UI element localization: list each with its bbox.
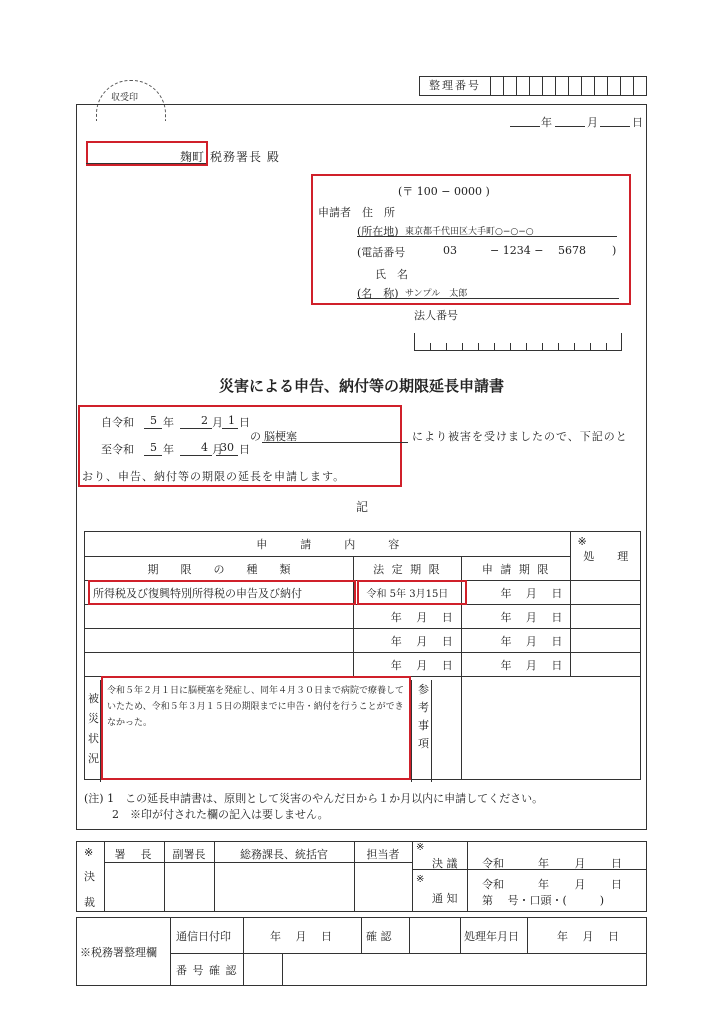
note-1: (注) 1 この延長申請書は、原則として災害のやんだ日から１か月以内に申請してください。 [84,792,544,805]
ki-label: 記 [356,500,369,514]
row-kind[interactable] [85,605,354,629]
row-apply[interactable]: 年 月 日 [461,653,571,677]
no-particle: の [250,430,261,443]
col-legal: 法 定 期 限 [354,557,462,581]
to-month-unit: 月 [212,443,223,456]
from-month-line [180,428,212,429]
row-apply[interactable]: 年 月 日 [461,581,571,605]
header-process: 処 理 [583,550,635,563]
notice-era: 令和 [482,878,504,891]
from-year-line [144,428,162,429]
from-day[interactable]: 1 [228,414,235,427]
row-apply[interactable]: 年 月 日 [461,629,571,653]
row-process[interactable] [571,581,641,605]
to-month[interactable]: 4 [201,441,208,454]
row-legal[interactable]: 年 月 日 [354,629,462,653]
legal-highlight [357,580,467,605]
phone-middle[interactable]: − 1234 − [490,244,544,257]
notice-number[interactable]: 第 号・口頭・( ) [482,894,605,907]
name-label: 氏 名 [375,268,408,281]
form-title: 災害による申告、納付等の期限延長申請書 [218,377,504,395]
office-v1 [243,917,244,986]
comm-ymd[interactable]: 年 月 日 [270,930,332,943]
to-day-unit: 日 [239,443,250,456]
ref-label-char: 事 [418,719,429,732]
damage-text[interactable]: 令和５年２月１日に脳梗塞を発症し、同年４月３０日まで病院で療養していたため、令和５年３月１５日の期限までに申告・納付を行うことができなかった。 [107,686,405,728]
confirm-label: 確 認 [366,930,392,943]
postal-code[interactable]: (〒 100 − 0000 ) [398,185,490,198]
kind-highlight [88,580,356,605]
from-prefix: 自令和 [101,416,134,429]
from-day-unit: 日 [239,416,250,429]
phone-last[interactable]: 5678 [558,244,586,257]
date-day-unit: 日 [632,116,643,129]
decision-ymd[interactable]: 年 月 日 [538,857,622,870]
approval-col-chief: 署 長 [114,848,154,861]
office-label: ※税務署整理欄 [80,946,157,959]
approval-label-2: 裁 [84,896,95,909]
to-prefix: 至令和 [101,443,134,456]
disaster-line [262,442,408,443]
ref-right-divider [431,680,432,782]
row-kind[interactable] [85,629,354,653]
name-value[interactable]: サンプル 太郎 [405,289,468,299]
table-row [85,653,641,677]
addressee-suffix: 税務署長 殿 [210,150,280,164]
corp-number-label: 法人番号 [414,309,458,322]
from-year[interactable]: 5 [150,414,157,427]
address-label: 住 所 [362,206,395,219]
from-month[interactable]: 2 [201,414,208,427]
date-day-line [600,126,630,127]
sentence-2: おり、申告、納付等の期限の延長を申請します。 [82,470,346,483]
damage-label-char: 被 [88,692,99,705]
ref-label-char: 考 [418,701,429,714]
to-day[interactable]: 30 [220,441,234,454]
ref-label-char: 参 [418,683,429,696]
header-content: 申 請 内 容 [85,532,571,557]
process-date-label: 処理年月日 [464,930,519,943]
address-value[interactable]: 東京都千代田区大手町○−○−○ [405,227,534,237]
note-2: 2 ※印が付された欄の記入は要しません。 [112,808,329,821]
phone-area[interactable]: 03 [443,244,457,257]
approval-col-manager: 総務課長、統括官 [240,848,328,861]
ref-left-divider [411,680,412,782]
comm-date-label: 通信日付印 [176,930,231,943]
damage-label [88,689,100,769]
decision-mark: ※ [416,842,425,853]
office-v1b [282,953,283,986]
sentence-tail: により被害を受けましたので、下記のと [412,430,628,443]
location-label: (所在地) [357,225,399,238]
office-v4 [460,917,461,953]
date-year-unit: 年 [541,116,552,129]
addressee-office[interactable]: 麹町 [180,150,205,164]
to-year-unit: 年 [163,443,174,456]
approval-col-deputy: 副署長 [172,848,206,861]
damage-label-char: 状 [88,732,99,745]
approval-col-staff: 担当者 [366,848,400,861]
damage-highlight [101,676,411,780]
approval-label-1: 決 [84,870,95,883]
row-legal[interactable]: 年 月 日 [354,605,462,629]
corp-name-label: (名 称) [357,287,399,300]
approval-v5 [467,841,468,912]
to-day-line [216,455,238,456]
office-v2 [361,917,362,953]
office-h0 [170,953,282,954]
receipt-stamp-label: 収受印 [111,93,139,103]
notice-ymd[interactable]: 年 月 日 [538,878,622,891]
col-kind: 期 限 の 種 類 [85,557,354,581]
to-month-line [180,455,212,456]
phone-close: ) [612,244,617,257]
notice-mark: ※ [416,874,425,885]
phone-label: (電話番号 [357,246,406,259]
row-kind[interactable]: 所得税及び復興特別所得税の申告及び納付 [85,581,354,605]
date-year-line [510,126,540,127]
from-day-line [222,428,238,429]
disaster-name[interactable]: 脳梗塞 [264,430,297,443]
decision-label: 決 議 [432,857,458,870]
header-process-cell [571,532,641,581]
row-process[interactable] [571,629,641,653]
to-year-line [144,455,162,456]
approval-v4 [412,841,413,912]
reference-cell[interactable] [461,677,640,780]
office-v0 [170,917,171,986]
office-v5 [527,917,528,953]
row-legal[interactable]: 令和 5年 3月15日 [354,581,462,605]
date-month-unit: 月 [587,116,598,129]
serial-number-boxes [491,76,647,96]
to-year[interactable]: 5 [150,441,157,454]
damage-label-char: 災 [88,712,99,725]
office-v3 [409,917,410,953]
corp-number-boxes[interactable] [414,333,622,351]
approval-mark: ※ [84,846,94,859]
address-line [357,236,617,237]
row-legal[interactable]: 年 月 日 [354,653,462,677]
col-apply: 申 請 期 限 [461,557,571,581]
notice-label: 通 知 [432,892,458,905]
row-kind[interactable] [85,653,354,677]
decision-era: 令和 [482,857,504,870]
table-row [85,605,641,629]
from-month-unit: 月 [212,416,223,429]
approval-h0 [104,862,412,863]
ref-label-char: 項 [418,737,429,750]
row-process[interactable] [571,653,641,677]
number-confirm-label: 番 号 確 認 [176,964,238,977]
header-mark: ※ [577,535,587,548]
serial-number-label: 整理番号 [419,76,491,96]
table-row [85,629,641,653]
row-process[interactable] [571,605,641,629]
from-year-unit: 年 [163,416,174,429]
damage-label-char: 況 [88,752,99,765]
row-apply[interactable]: 年 月 日 [461,605,571,629]
name-line [357,298,619,299]
applicant-label: 申請者 [318,206,351,219]
date-month-line [555,126,585,127]
process-ymd[interactable]: 年 月 日 [557,930,619,943]
office-h1 [282,953,647,954]
ref-label [418,681,432,753]
